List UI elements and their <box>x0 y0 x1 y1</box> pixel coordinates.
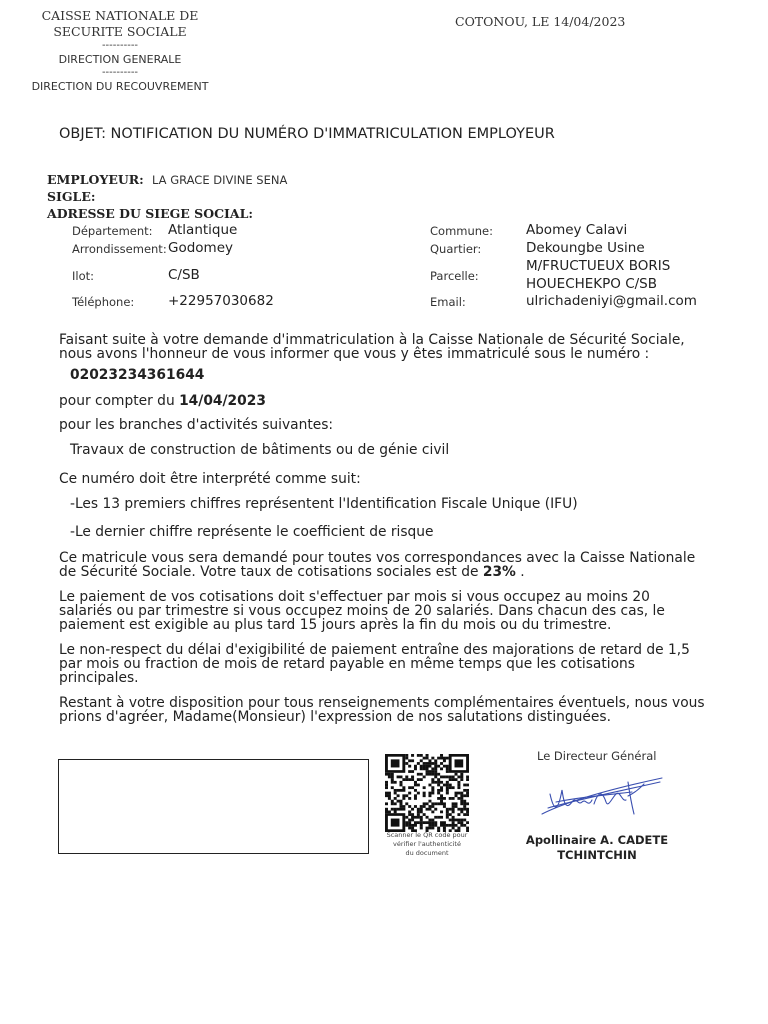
stamp-box <box>58 759 369 854</box>
qr-caption-line3: du document <box>405 849 449 857</box>
payment-line-2: salariés ou par trimestre si vous occupez moins de 20 salariés. Dans chacun des cas, le <box>59 603 665 619</box>
registration-number: 02023234361644 <box>70 367 205 383</box>
branches-intro: pour les branches d'activités suivantes: <box>59 417 334 433</box>
direction-generale: DIRECTION GENERALE <box>58 53 182 66</box>
org-name-line1: CAISSE NATIONALE DE <box>41 8 199 23</box>
org-name-line2: SECURITE SOCIALE <box>53 24 187 39</box>
interpretation-intro: Ce numéro doit être interprété comme suit: <box>59 471 361 487</box>
penalty-line-1: Le non-respect du délai d'exigibilité de paiement entraîne des majorations de retard de 1,5 <box>59 642 690 658</box>
parcelle-value-line1: M/FRUCTUEUX BORIS <box>526 258 671 274</box>
count-date: 14/04/2023 <box>179 393 266 409</box>
commune-label: Commune: <box>430 224 493 238</box>
closing-line-2: prions d'agréer, Madame(Monsieur) l'expression de nos salutations distinguées. <box>59 709 611 725</box>
quartier-label: Quartier: <box>430 242 482 256</box>
commune-value: Abomey Calavi <box>526 222 628 238</box>
employer-name: LA GRACE DIVINE SENA <box>152 173 288 187</box>
activity-item: Travaux de construction de bâtiments ou de génie civil <box>70 442 450 458</box>
address-label: ADRESSE DU SIEGE SOCIAL: <box>47 206 253 221</box>
direction-recouvrement: DIRECTION DU RECOUVREMENT <box>31 80 209 93</box>
penalty-line-2: par mois ou fraction de mois de retard payable en même temps que les cotisations <box>59 656 635 672</box>
intro-line-2: nous avons l'honneur de vous informer que vous y êtes immatriculé sous le numéro : <box>59 346 650 362</box>
matricule-line-2-suffix: . <box>515 564 525 580</box>
contribution-rate: 23% <box>482 564 516 580</box>
matricule-line-2-prefix: de Sécurité Sociale. Votre taux de cotisations sociales est de <box>59 564 483 580</box>
city-date: COTONOU, LE 14/04/2023 <box>455 14 626 29</box>
payment-line-1: Le paiement de vos cotisations doit s'effectuer par mois si vous occupez au moins 20 <box>59 589 650 605</box>
arrondissement-label: Arrondissement: <box>72 242 167 256</box>
intro-line-1: Faisant suite à votre demande d'immatriculation à la Caisse Nationale de Sécurité Sociale, <box>59 332 685 348</box>
matricule-line-2 <box>59 565 525 580</box>
departement-value: Atlantique <box>168 222 238 238</box>
telephone-label: Téléphone: <box>72 295 135 309</box>
sigle-label: SIGLE: <box>47 189 96 204</box>
director-name-line1: Apollinaire A. CADETE <box>525 833 669 847</box>
qr-caption <box>378 831 476 858</box>
ilot-label: Ilot: <box>72 269 95 283</box>
penalty-line-3: principales. <box>59 670 139 686</box>
separator: ---------- <box>101 40 139 51</box>
email-value: ulrichadeniyi@gmail.com <box>526 293 697 309</box>
matricule-line-1: Ce matricule vous sera demandé pour toutes vos correspondances avec la Caisse Nationale <box>59 550 696 566</box>
ilot-value: C/SB <box>168 267 200 283</box>
email-label: Email: <box>430 295 466 309</box>
employer-label: EMPLOYEUR: <box>47 172 144 187</box>
director-signature <box>536 772 666 822</box>
organization-header <box>20 8 220 94</box>
interpretation-item-2: -Le dernier chiffre représente le coefficient de risque <box>70 524 434 540</box>
director-name <box>522 833 672 863</box>
separator: ---------- <box>101 67 139 78</box>
payment-line-3: paiement est exigible au plus tard 15 jours après la fin du mois ou du trimestre. <box>59 617 612 633</box>
document-subject: OBJET: NOTIFICATION DU NUMÉRO D'IMMATRICULATION EMPLOYEUR <box>59 126 555 142</box>
departement-label: Département: <box>72 224 153 238</box>
qr-caption-line2: vérifier l'authenticité <box>393 840 461 848</box>
director-title: Le Directeur Général <box>537 749 657 763</box>
director-name-line2: TCHINTCHIN <box>557 848 637 862</box>
interpretation-item-1: -Les 13 premiers chiffres représentent l'Identification Fiscale Unique (IFU) <box>70 496 578 512</box>
parcelle-value-line2: HOUECHEKPO C/SB <box>526 276 658 292</box>
qr-code-icon[interactable] <box>385 754 469 832</box>
count-from-line <box>59 394 266 409</box>
qr-caption-line1: Scanner le QR code pour <box>386 831 468 839</box>
parcelle-label: Parcelle: <box>430 269 479 283</box>
arrondissement-value: Godomey <box>168 240 233 256</box>
quartier-value: Dekoungbe Usine <box>526 240 645 256</box>
closing-line-1: Restant à votre disposition pour tous renseignements complémentaires éventuels, nous vous <box>59 695 705 711</box>
count-prefix: pour compter du <box>59 393 180 409</box>
telephone-value: +22957030682 <box>168 293 274 309</box>
